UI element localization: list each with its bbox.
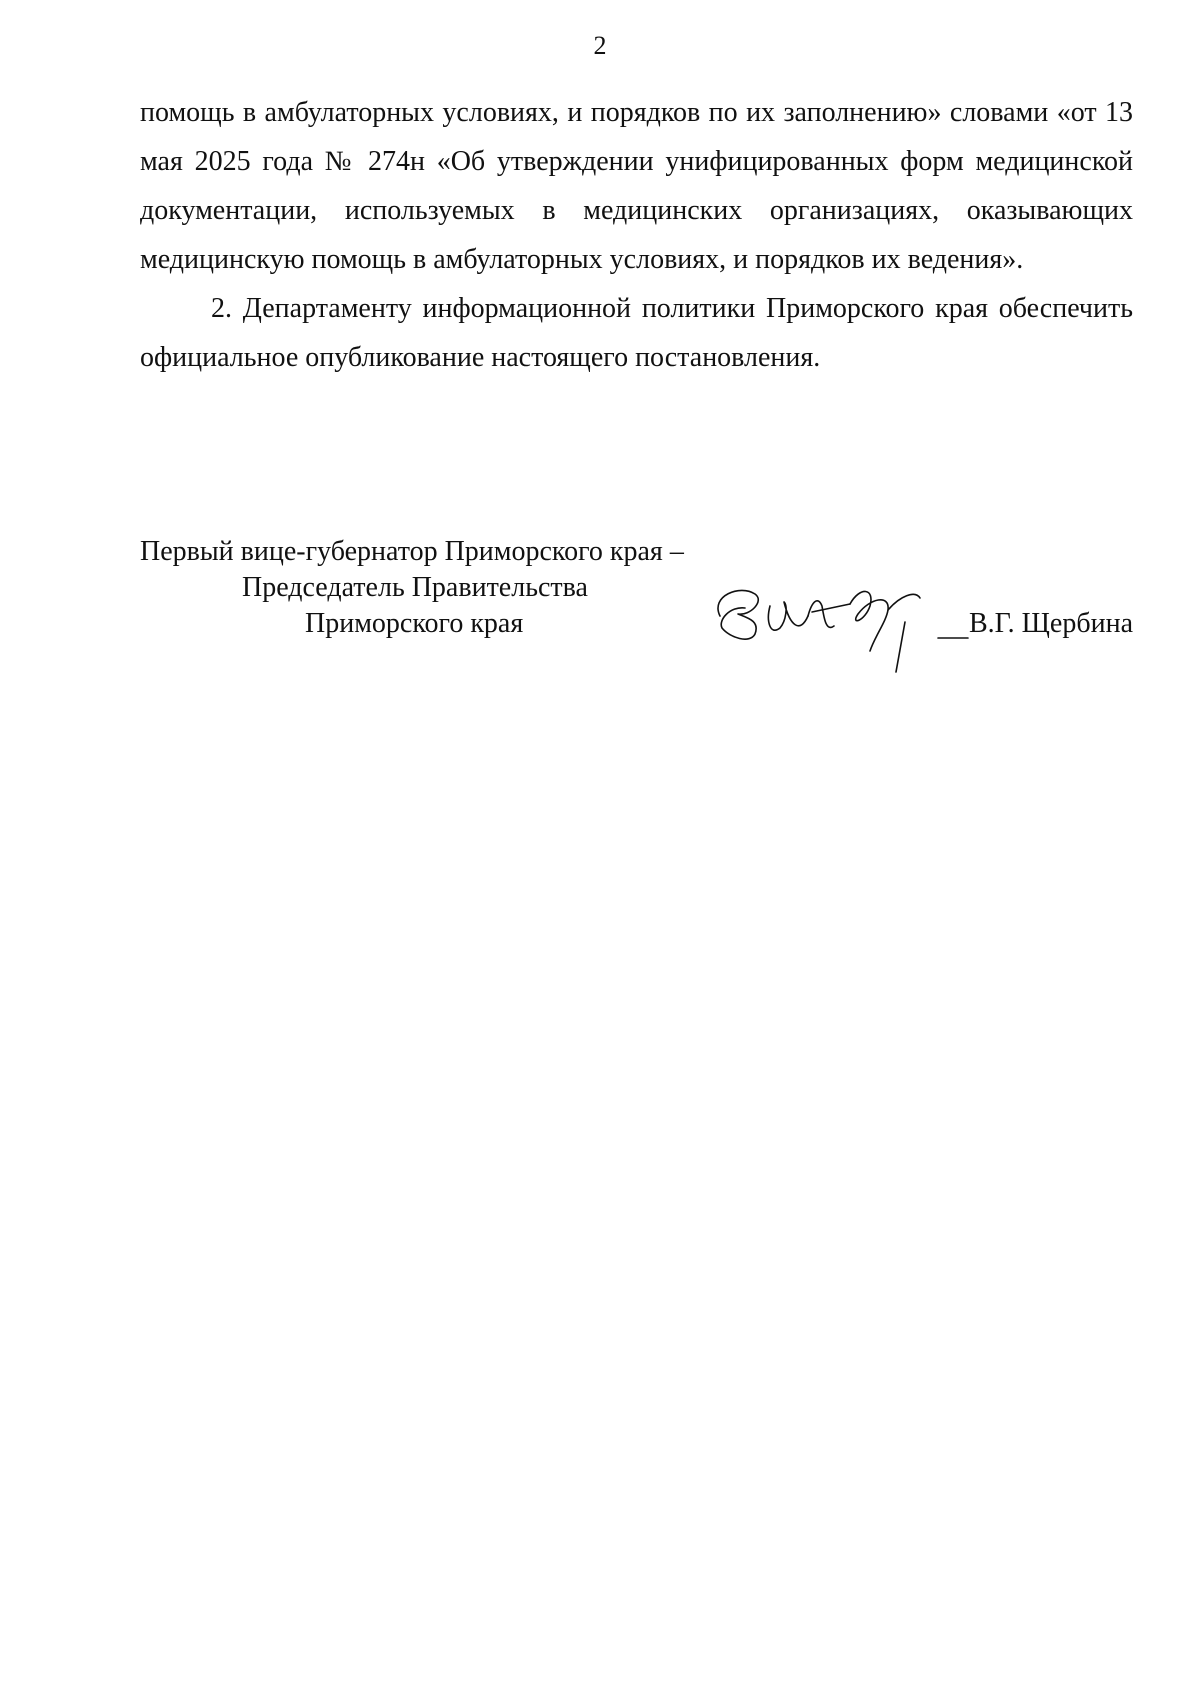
signer-position-line2: Председатель Правительства (242, 572, 588, 603)
paragraph-item-2: 2. Департаменту информационной политики Приморского края обеспечить официальное опубликование настоящего постановления. (140, 293, 1133, 373)
signer-position-line3: Приморского края (305, 608, 524, 639)
page-number: 2 (593, 31, 607, 60)
paragraph-continuation: помощь в амбулаторных условиях, и порядков по их заполнению» словами «от 13 мая 2025 года № 274н «Об утверждении унифицированных форм медицинской документации, используемых в медицинских организациях, оказывающих медицинскую помощь в амбулаторных условиях, и порядков их ведения». (140, 97, 1133, 275)
document-body (140, 88, 1133, 382)
signature-block (140, 536, 1133, 656)
signer-name: В.Г. Щербина (968, 608, 1133, 639)
signer-position-line1: Первый вице-губернатор Приморского края – (140, 536, 684, 567)
